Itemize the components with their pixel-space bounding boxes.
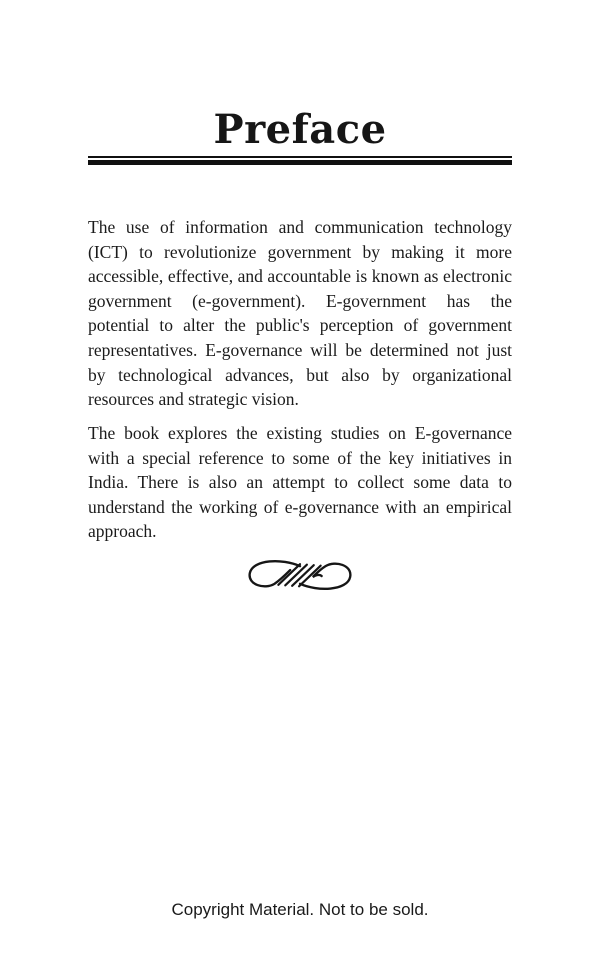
- divider-thin-line: [88, 156, 512, 158]
- copyright-notice: Copyright Material. Not to be sold.: [171, 900, 429, 919]
- preface-paragraph-2: The book explores the existing studies on E-governance with a special reference to some of the key initiatives in India. There is also an attempt to collect some data to understand the working of e-governance with an empirical approach.: [88, 423, 512, 542]
- preface-paragraph-1: The use of information and communication technology (ICT) to revolutionize government by making it more accessible, effective, and accountable is known as electronic government (e-government). E-government has the potential to alter the public's perception of government representatives. E-governance will be determined not just by technological advances, but also by organizational resources and strategic vision.: [88, 217, 512, 410]
- divider-thick-line: [88, 160, 512, 165]
- title-divider-rule: [88, 156, 512, 165]
- swirl-divider-icon: [0, 554, 600, 596]
- page-title: Preface: [213, 106, 387, 153]
